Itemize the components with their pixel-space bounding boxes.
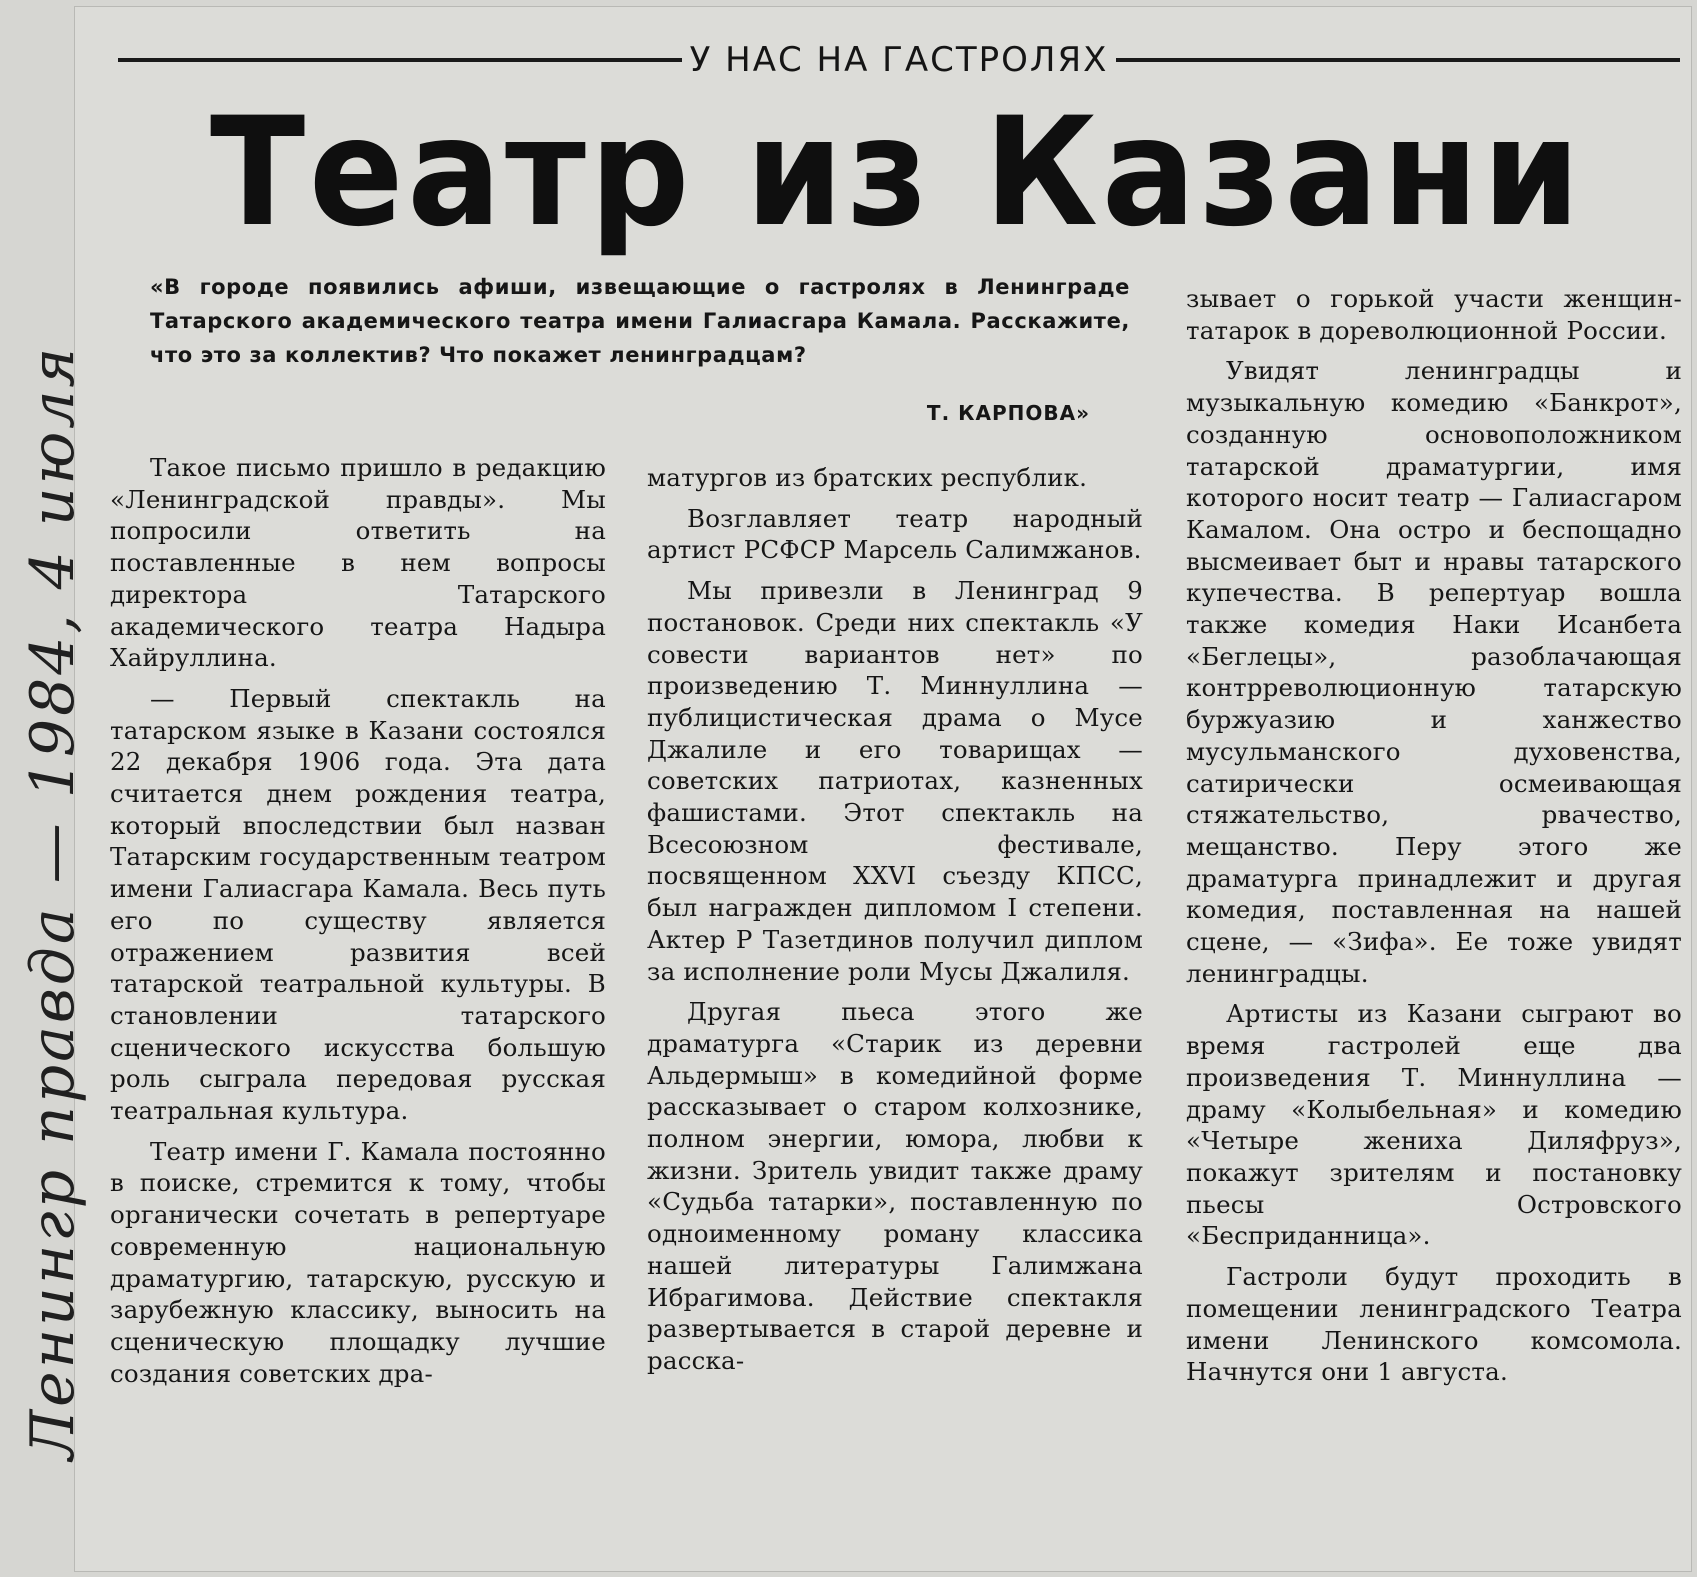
paragraph: Артисты из Казани сыграют во время гастролей еще два произведения Т. Миннуллина — драму «Колыбельная» и комедию «Четыре жениха Диляфруз», покажут зрителям и постановку пьесы Островского «Бесприданница».	[1186, 999, 1682, 1251]
article-headline: Театр из Казани	[210, 86, 1584, 260]
paragraph: Такое письмо пришло в редакцию «Ленинградской правды». Мы попросили ответить на поставленные в нем вопросы директора Татарского академического театра Надыра Хайруллина.	[110, 453, 606, 673]
paragraph: Возглавляет театр народный артист РСФСР Марсель Салимжанов.	[647, 503, 1143, 565]
article-column-1	[110, 452, 606, 1389]
paragraph: Театр имени Г. Камала постоянно в поиске, стремится к тому, чтобы органически сочетать в репертуаре современную национальную драматургию, татарскую, русскую и зарубежную классику, выносить на сценическую площадку лучшие создания советских дра-	[110, 1136, 606, 1388]
rubric-rule-left	[118, 58, 682, 62]
paragraph: зывает о горькой участи женщин-татарок в дореволюционной России.	[1186, 284, 1682, 345]
paragraph: Гастроли будут проходить в помещении ленинградского Театра имени Ленинского комсомола. Начнутся они 1 августа.	[1186, 1262, 1682, 1387]
paragraph: — Первый спектакль на татарском языке в Казани состоялся 22 декабря 1906 года. Эта дата считается днем рождения театра, который впоследствии был назван Татарским государственным театром имени Галиасгара Камала. Весь путь его по существу является отражением развития всей татарской театральной культуры. В становлении татарского сценического искусства большую роль сыграла передовая русская театральная культура.	[110, 683, 606, 1126]
rubric-label: У НАС НА ГАСТРОЛЯХ	[689, 40, 1109, 80]
rubric-rule-right	[1116, 58, 1680, 62]
section-rubric	[118, 40, 1680, 80]
paragraph: Мы привезли в Ленинград 9 постановок. Среди них спектакль «У совести вариантов нет» по произведению Т. Миннуллина — публицистическая драма о Мусе Джалиле и его товарищах — советских патриотах, казненных фашистами. Этот спектакль на Всесоюзном фестивале, посвященном XXVI съезду КПСС, был награжден дипломом I степени. Актер Р Тазетдинов получил диплом за исполнение роли Мусы Джалиля.	[647, 576, 1143, 986]
paragraph: матургов из братских республик.	[647, 463, 1088, 492]
paragraph: Другая пьеса этого же драматурга «Старик из деревни Альдермыш» в комедийной форме рассказывает о старом колхознике, полном энергии, юмора, любви к жизни. Зритель увидит также драму «Судьба татарки», поставленную по одноименному роману классика нашей литературы Галимжана Ибрагимова. Действие спектакля развертывается в старой деревне и расска-	[647, 997, 1143, 1375]
article-lead: «В городе появились афиши, извещающие о гастролях в Ленинграде Татарского академического театра имени Галиасгара Камала. Расскажите, что это за коллектив? Что покажет ленинградцам?	[150, 275, 1130, 367]
article-column-2	[647, 462, 1143, 1377]
paragraph: Увидят ленинградцы и музыкальную комедию «Банкрот», созданную основоположником татарской драматургии, имя которого носит театр — Галиасгаром Камалом. Она остро и беспощадно высмеивает быт и нравы татарского купечества. В репертуар вошла также комедия Наки Исанбета «Беглецы», разоблачающая контрреволюционную татарскую буржуазию и ханжество мусульманского духовенства, сатирически осмеивающая стяжательство, рвачество, мещанство. Перу этого же драматурга принадлежит и другая комедия, поставленная на нашей сцене, — «Зифа». Ее тоже увидят ленинградцы.	[1186, 356, 1682, 988]
article-column-3	[1186, 283, 1682, 1388]
handwritten-margin-note: Ленингр правда — 1984, 4 июля	[18, 344, 88, 1460]
letter-author: Т. КАРПОВА»	[926, 401, 1090, 425]
